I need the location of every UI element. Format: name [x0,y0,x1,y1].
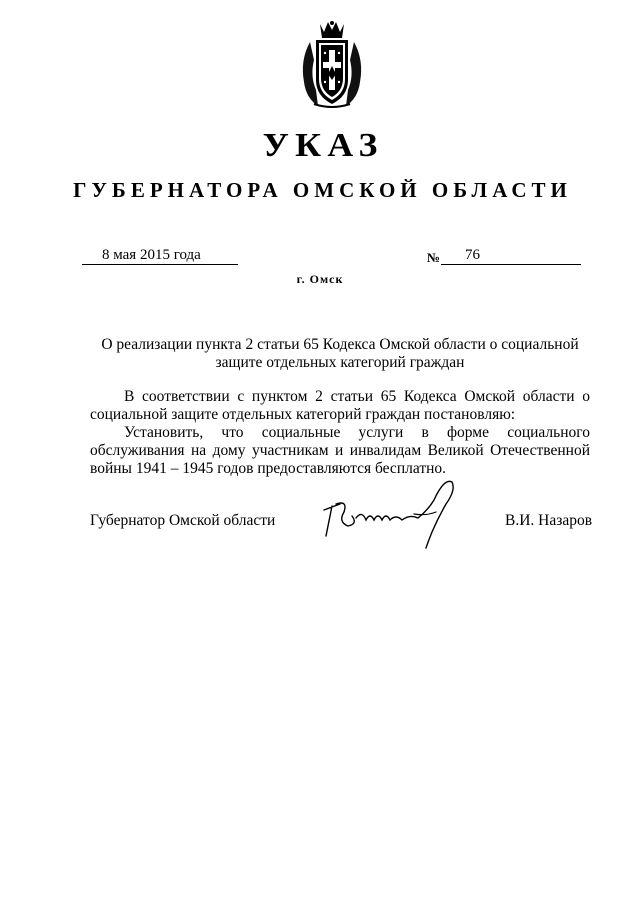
document-subject: О реализации пункта 2 статьи 65 Кодекса Омской области о социальной защите отдельных категорий граждан [101,336,579,371]
body-paragraph: В соответствии с пунктом 2 статьи 65 Кодекса Омской области о социальной защите отдельных категорий граждан постановляю: [90,388,590,423]
signer-title: Губернатор Омской области [90,512,276,529]
body-paragraph: Установить, что социальные услуги в форме социального обслуживания на дому участникам и инвалидам Великой Отечественной войны 1941 – 1945 годов предоставляются бесплатно. [90,424,590,477]
document-title: УКАЗ [262,127,384,164]
signer-name: В.И. Назаров [505,512,593,529]
handwritten-signature [318,470,468,550]
document-body [90,388,590,478]
document-date: 8 мая 2015 года [102,247,201,263]
document-number-field [441,246,581,265]
document-number-label: № [427,250,441,265]
document-subtitle: ГУБЕРНАТОРА ОМСКОЙ ОБЛАСТИ [73,178,572,202]
document-city: г. Омск [296,272,344,286]
coat-of-arms-emblem [296,20,368,110]
document-number: 76 [465,247,480,263]
document-date-field [82,246,238,265]
